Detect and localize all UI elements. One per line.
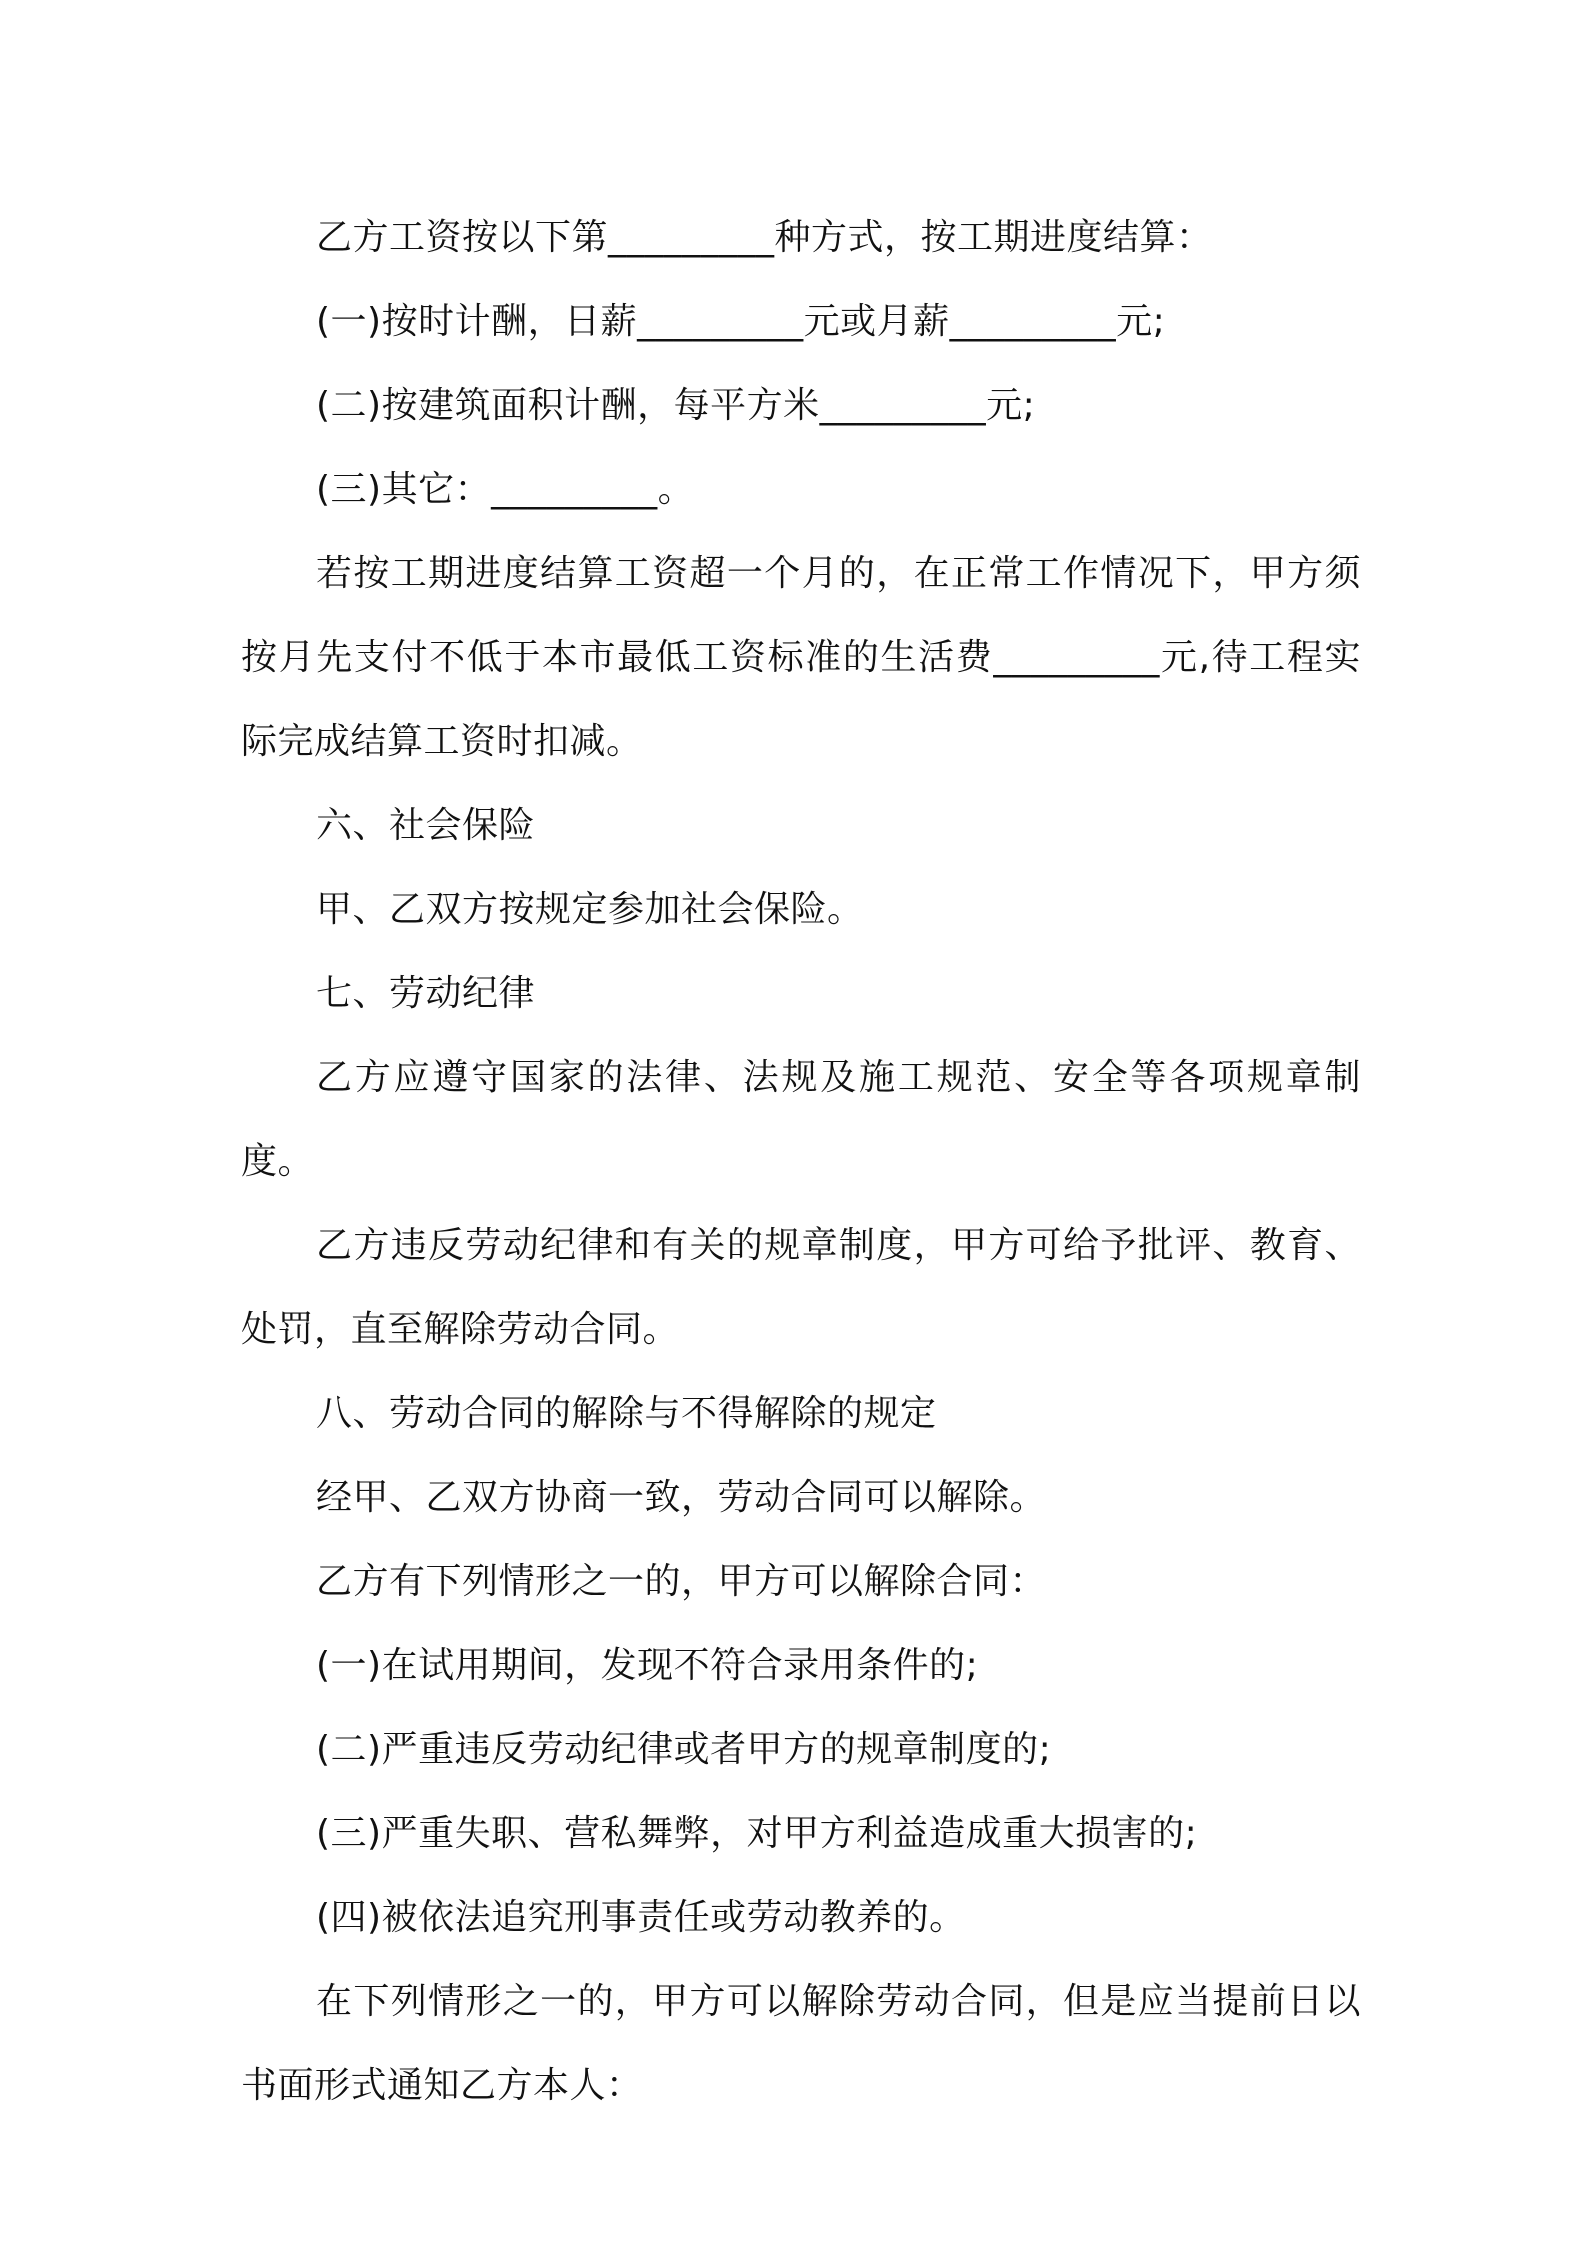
section-heading-social-insurance: 六、社会保险 bbox=[316, 805, 536, 846]
paragraph-living-allowance: 若按工期进度结算工资超一个月的，在正常工作情况下，甲方须按月先支付不低于本市最低工资标准的生活费_________元,待工程实际完成结算工资时扣减。 bbox=[241, 553, 1361, 762]
section-heading-labor-discipline: 七、劳动纪律 bbox=[316, 973, 536, 1014]
paragraph-wage-method: 乙方工资按以下第_________种方式，按工期进度结算： bbox=[316, 217, 1213, 258]
document-body bbox=[241, 196, 1361, 2128]
list-item-dereliction: (三)严重失职、营私舞弊，对甲方利益造成重大损害的; bbox=[316, 1813, 1198, 1854]
section-heading-termination: 八、劳动合同的解除与不得解除的规定 bbox=[316, 1393, 937, 1434]
paragraph-other-pay: (三)其它：_________。 bbox=[316, 469, 695, 510]
paragraph-comply-regulations: 乙方应遵守国家的法律、法规及施工规范、安全等各项规章制度。 bbox=[241, 1057, 1361, 1182]
list-item-criminal-liability: (四)被依法追究刑事责任或劳动教养的。 bbox=[316, 1897, 966, 1938]
list-item-probation: (一)在试用期间，发现不符合录用条件的; bbox=[316, 1645, 979, 1686]
list-item-serious-violation: (二)严重违反劳动纪律或者甲方的规章制度的; bbox=[316, 1729, 1052, 1770]
paragraph-hourly-pay: (一)按时计酬，日薪_________元或月薪_________元; bbox=[316, 301, 1166, 342]
paragraph-mutual-termination: 经甲、乙双方协商一致，劳动合同可以解除。 bbox=[316, 1477, 1047, 1518]
paragraph-discipline-violation: 乙方违反劳动纪律和有关的规章制度，甲方可给予批评、教育、处罚，直至解除劳动合同。 bbox=[241, 1225, 1361, 1350]
paragraph-area-pay: (二)按建筑面积计酬，每平方米_________元; bbox=[316, 385, 1036, 426]
paragraph-social-insurance: 甲、乙双方按规定参加社会保险。 bbox=[316, 889, 864, 930]
paragraph-termination-conditions: 乙方有下列情形之一的，甲方可以解除合同： bbox=[316, 1561, 1047, 1602]
paragraph-notice-termination: 在下列情形之一的，甲方可以解除劳动合同，但是应当提前日以书面形式通知乙方本人： bbox=[241, 1981, 1361, 2106]
